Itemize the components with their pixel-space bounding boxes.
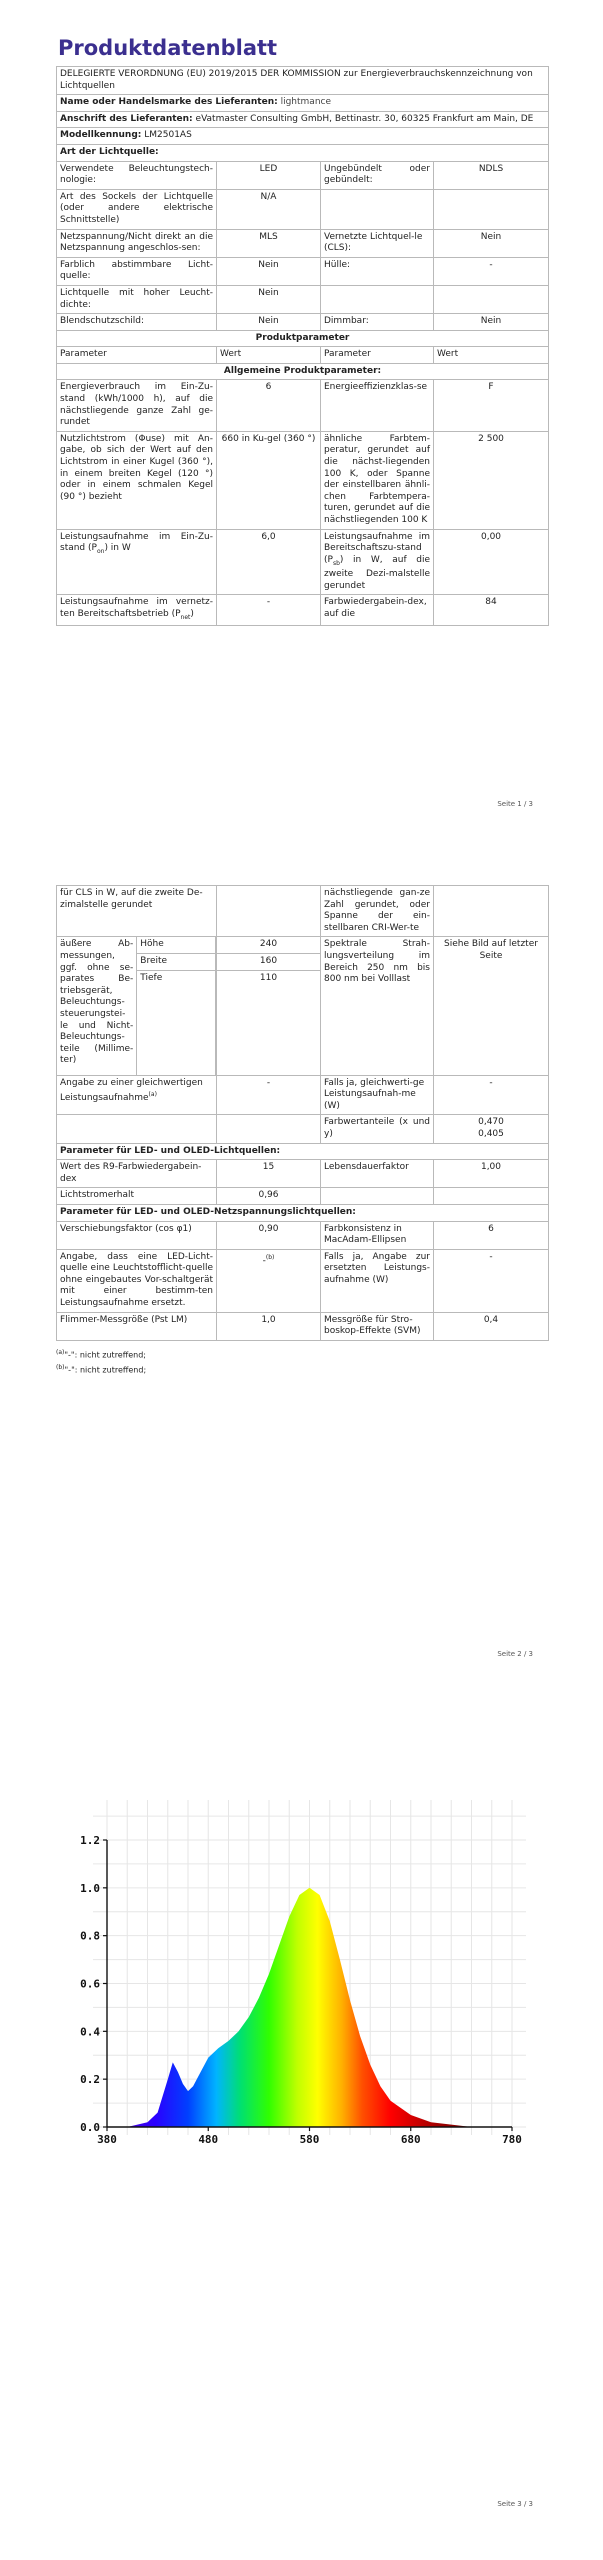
energy-consumption-label: Energieverbrauch im Ein-Zu-stand (kWh/1000 h), auf die nächstliegende ganze Zahl ge-rundet [57,380,217,431]
replaced-power-value: - [434,1249,549,1312]
mains-value: MLS [217,229,321,257]
dim-height-label: Höhe [137,937,216,953]
colour-tunable-label: Farblich abstimmbare Licht-quelle: [57,257,217,285]
replacement-claim-label: Angabe, dass eine LED-Licht-quelle eine Leuchtstofflicht-quelle ohne eingebautes Vor-schaltgerät mit einer bestimm-ten Leistungsaufnahme ersetzt. [57,1249,217,1312]
tech-value: LED [217,161,321,189]
survival-factor-label: Lebensdauerfaktor [321,1160,434,1188]
anti-glare-label: Blendschutzschild: [57,314,217,331]
light-source-type-heading: Art der Lichtquelle: [57,144,549,161]
lumen-maintenance-label: Lichtstromerhalt [57,1188,217,1205]
chromaticity-x: 0,470 [478,1117,504,1128]
stroboscopic-metric-value: 0,4 [434,1312,549,1340]
energy-consumption-value: 6 [217,380,321,431]
survival-factor-value: 1,00 [434,1160,549,1188]
dim-width-value: 160 [217,953,320,970]
networked-standby-label: Leistungsaufnahme im vernetz-ten Bereitschaftsbetrieb $(P_{net})$ [57,595,217,626]
on-mode-power-label: Leistungsaufnahme im Ein-Zu-stand $(P_{on})$ in W [57,529,217,595]
spectral-distribution-label: Spektrale Strah-lungsverteilung im Bereich 250 nm bis 800 nm bei Volllast [321,937,434,1075]
cap-value: N/A [217,189,321,229]
r9-label: Wert des R9-Farbwiedergabein-dex [57,1160,217,1188]
footnotes [56,1347,548,1376]
y-tick-label: 0.0 [80,2121,100,2134]
spectral-distribution-chart [0,1780,603,2200]
y-tick-label: 0.2 [80,2073,100,2087]
x-tick-labels [97,2127,522,2146]
dimmable-label: Dimmbar: [321,314,434,331]
page-2-content [56,885,548,1376]
cri-label-cont: nächstliegende gan-ze Zahl gerundet, oder Spanne der ein-stellbaren CRI-Wer-te [321,886,434,937]
stroboscopic-metric-label: Messgröße für Stro-boskop-Effekte (SVM) [321,1312,434,1340]
mains-led-params-heading: Parameter für LED- und OLED-Netzspannungslichtquellen: [57,1204,549,1221]
page-1 [0,0,603,815]
connected-value: Nein [434,229,549,257]
equivalent-power-value: - [434,1075,549,1115]
x-tick-label: 580 [299,2133,320,2146]
energy-class-value: F [434,380,549,431]
equivalent-power-label: Falls ja, gleichwerti-ge Leistungsaufnah-me (W) [321,1075,434,1115]
cct-label: ähnliche Farbtem-peratur, gerundet auf die nächst-liegenden 100 K, oder Spanne der einstellbaren ähnli-chen Farbtempera-turen, gerundet auf die nächstliegenden 100 K [321,431,434,529]
flicker-metric-value: 1,0 [217,1312,321,1340]
dim-depth-value: 110 [259,972,278,983]
page-3-footer: Seite 3 / 3 [497,2500,533,2508]
dimensions-values-cell [217,937,321,1075]
page-3 [0,1705,603,2560]
page-1-footer: Seite 1 / 3 [497,800,533,808]
cri-value: 84 [434,595,549,626]
nondirect-label: Ungebündelt oder gebündelt: [321,161,434,189]
cap-label: Art des Sockels der Lichtquelle (oder andere elektrische Schnittstelle) [57,189,217,229]
on-mode-power-value: 6,0 [217,529,321,595]
dimensions-label: äußere Ab-messungen, ggf. ohne se-parates Be-triebsgerät, Beleuchtungs-steuerungstei-le und Nicht-Beleuchtungs-teile (Millime-ter) [57,937,137,1074]
dimensions-inner-table [57,937,216,1074]
footnote-a: $^{(a)}$"-": nicht zutreffend; [56,1348,147,1360]
y-tick-label: 0.8 [80,1929,100,1943]
colour-consistency-label: Farbkonsistenz in MacAdam-Ellipsen [321,1221,434,1249]
dimensions-cell [57,937,217,1075]
high-luminance-label: Lichtquelle mit hoher Leucht-dichte: [57,285,217,313]
cct-value: 2 500 [434,431,549,529]
model-row: Modellkennung: LM2501AS [57,128,549,145]
x-tick-label: 380 [97,2133,117,2146]
general-params-heading: Allgemeine Produktparameter: [57,363,549,380]
y-tick-label: 1.0 [80,1881,100,1895]
equivalent-power-claim-value: - [217,1075,321,1115]
product-params-heading: Produktparameter [57,330,549,347]
r9-value: 15 [217,1160,321,1188]
power-factor-value: 0,90 [217,1221,321,1249]
x-tick-label: 680 [400,2133,421,2146]
page-2-footer: Seite 2 / 3 [497,1650,533,1658]
equivalent-power-claim-label: Angabe zu einer gleichwertigen Leistungsaufnahme$^{(a)}$ [57,1075,217,1115]
page-2 [0,855,603,1665]
envelope-label: Hülle: [321,257,434,285]
regulation-text: DELEGIERTE VERORDNUNG (EU) 2019/2015 DER KOMMISSION zur Energieverbrauchskennzeichnung von Lichtquellen [57,67,549,95]
energy-class-label: Energieeffizienzklas-se [321,380,434,431]
nondirect-value: NDLS [434,161,549,189]
supplier-address-row: Anschrift des Lieferanten: eVatmaster Consulting GmbH, Bettinastr. 30, 60325 Frankfurt am Main, DE [57,111,549,128]
standby-power-label: Leistungsaufnahme im Bereitschaftszu-stand $(P_{sb})$ in W, auf die zweite Dezi-malstelle gerundet [321,529,434,595]
cri-label: Farbwiedergabein-dex, auf die [321,595,434,626]
envelope-value: - [434,257,549,285]
x-tick-label: 780 [502,2133,522,2146]
document-title: Produktdatenblatt [58,36,278,60]
y-tick-label: 1.2 [80,1834,100,1847]
supplier-name-row: Name oder Handelsmarke des Lieferanten: lightmance [57,95,549,112]
colour-consistency-value: 6 [434,1221,549,1249]
high-luminance-value: Nein [217,285,321,313]
dimmable-value: Nein [434,314,549,331]
col-header-value-2: Wert [434,347,549,364]
replaced-power-label: Falls ja, Angabe zur ersetzten Leistungs-aufnahme (W) [321,1249,434,1312]
y-tick-label: 0.4 [80,2025,100,2039]
dim-height-value: 240 [217,937,320,953]
connected-label: Vernetzte Lichtquel-le (CLS): [321,229,434,257]
tech-label: Verwendete Beleuchtungstech-nologie: [57,161,217,189]
lumen-maintenance-value: 0,96 [217,1188,321,1205]
y-tick-label: 0.6 [80,1977,100,1991]
chromaticity-label: Farbwertanteile (x und y) [321,1115,434,1143]
replacement-claim-value: -$^{(b)}$ [217,1249,321,1312]
chromaticity-y: 0,405 [478,1128,504,1139]
dim-depth-label: Tiefe [137,970,216,1075]
colour-tunable-value: Nein [217,257,321,285]
footnote-b: $^{(b)}$"-": nicht zutreffend; [56,1363,147,1375]
led-params-heading: Parameter für LED- und OLED-Lichtquellen: [57,1143,549,1160]
networked-standby-value: - [217,595,321,626]
chromaticity-values [434,1115,549,1143]
useful-flux-label: Nutzlichtstrom (Φuse) mit An-gabe, ob sich der Wert auf den Lichtstrom in einer Kugel (360 °), in einem breiten Kegel (120 °) oder in einem schmalen Kegel (90 °) bezieht [57,431,217,529]
col-header-value: Wert [217,347,321,364]
networked-standby-label-cont: für CLS in W, auf die zweite De-zimalstelle gerundet [57,886,217,937]
flicker-metric-label: Flimmer-Messgröße (Pst LM) [57,1312,217,1340]
product-datasheet-table-continued [56,885,549,1341]
product-datasheet-table [56,66,549,626]
anti-glare-value: Nein [217,314,321,331]
mains-label: Netzspannung/Nicht direkt an die Netzspannung angeschlos-sen: [57,229,217,257]
useful-flux-value: 660 in Ku-gel (360 °) [217,431,321,529]
page-1-content [56,36,548,626]
col-header-param: Parameter [57,347,217,364]
power-factor-label: Verschiebungsfaktor (cos φ1) [57,1221,217,1249]
x-tick-label: 480 [198,2133,219,2146]
spectral-distribution-value: Siehe Bild auf letzter Seite [434,937,549,1075]
standby-power-value: 0,00 [434,529,549,595]
col-header-param-2: Parameter [321,347,434,364]
dim-width-label: Breite [137,953,216,970]
